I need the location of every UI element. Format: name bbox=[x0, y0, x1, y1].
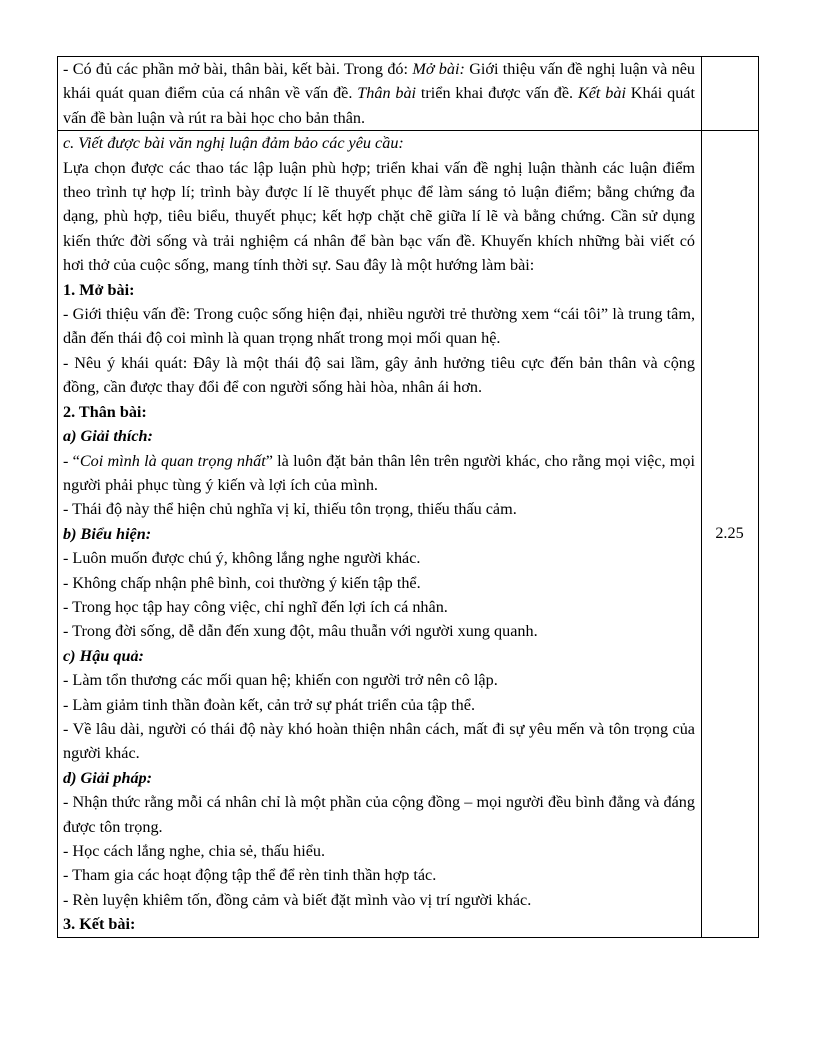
list-item: - Làm tổn thương các mối quan hệ; khiến con người trở nên cô lập. bbox=[63, 671, 498, 690]
list-item: - Trong học tập hay công việc, chỉ nghĩ đến lợi ích cá nhân. bbox=[63, 597, 448, 616]
list-item: - Trong đời sống, dễ dẫn đến xung đột, mâu thuẫn với người xung quanh. bbox=[63, 622, 538, 641]
list-item: - Học cách lắng nghe, chia sẻ, thấu hiểu. bbox=[63, 842, 326, 860]
section-heading: c. Viết được bài văn nghị luận đảm bảo các yêu cầu: bbox=[63, 134, 404, 153]
subsection-title-c: c) Hậu quả: bbox=[63, 646, 144, 665]
list-item: - Giới thiệu vấn đề: Trong cuộc sống hiện đại, nhiều người trẻ thường xem “cái tôi” là trung tâm, dẫn đến thái độ coi mình là quan trọng nhất trong mọi mối quan hệ. bbox=[63, 305, 695, 348]
table-row bbox=[58, 57, 759, 131]
mo-bai-text: Giới thiệu vấn đề nghị luận và nêu khái quát quan điểm của cá nhân về vấn đề. bbox=[63, 60, 696, 103]
list-item: - “Coi mình là quan trọng nhất” là luôn đặt bản thân lên trên người khác, cho rằng mọi việc, mọi người phải phục tùng ý kiến và lợi ích của mình. bbox=[63, 451, 695, 494]
structure-requirement bbox=[63, 57, 695, 130]
list-item: - Về lâu dài, người có thái độ này khó hoàn thiện nhân cách, mất đi sự yêu mến và tôn trọng của người khác. bbox=[63, 719, 695, 763]
criteria-cell bbox=[58, 131, 702, 937]
ket-bai-text: Khái quát vấn đề bàn luận và rút ra bài học cho bản thân. bbox=[63, 84, 695, 127]
criteria-cell bbox=[58, 57, 702, 131]
list-item: - Tham gia các hoạt động tập thể để rèn tinh thần hợp tác. bbox=[63, 866, 437, 885]
list-item: - Làm giảm tinh thần đoàn kết, cản trở sự phát triển của tập thể. bbox=[63, 695, 475, 714]
ket-bai-label: Kết bài bbox=[577, 84, 626, 103]
mo-bai-label: Mở bài: bbox=[412, 60, 465, 78]
table-row bbox=[58, 131, 759, 937]
list-item: - Thái độ này thể hiện chủ nghĩa vị kỉ, thiếu tôn trọng, thiếu thấu cảm. bbox=[63, 500, 517, 519]
structure-lead: - Có đủ các phần mở bài, thân bài, kết bài. Trong đó: bbox=[63, 60, 413, 78]
list-item: - Rèn luyện khiêm tốn, đồng cảm và biết đặt mình vào vị trí người khác. bbox=[63, 890, 532, 909]
list-item: - Nhận thức rằng mỗi cá nhân chỉ là một phần của cộng đồng – mọi người đều bình đẳng và đáng được tôn trọng. bbox=[63, 793, 695, 836]
quoted-term: Coi mình là quan trọng nhất bbox=[79, 451, 266, 470]
score-cell-empty bbox=[702, 57, 759, 131]
than-bai-text: triển khai được vấn đề. bbox=[416, 84, 578, 103]
mo-bai-title: 1. Mở bài: bbox=[63, 280, 135, 299]
list-item: - Luôn muốn được chú ý, không lắng nghe người khác. bbox=[63, 549, 421, 568]
list-item: - Nêu ý khái quát: Đây là một thái độ sai lầm, gây ảnh hưởng tiêu cực đến bản thân và cộng đồng, cần được thay đổi để con người sống hài hòa, nhân ái hơn. bbox=[63, 353, 695, 397]
subsection-title-a: a) Giải thích: bbox=[63, 427, 153, 446]
grading-table bbox=[57, 56, 759, 938]
subsection-title-d: d) Giải pháp: bbox=[63, 768, 153, 787]
score-value: 2.25 bbox=[702, 131, 759, 937]
list-item: - Không chấp nhận phê bình, coi thường ý kiến tập thể. bbox=[63, 573, 421, 592]
than-bai-label: Thân bài bbox=[357, 84, 417, 103]
than-bai-title: 2. Thân bài: bbox=[63, 402, 147, 421]
ket-bai-title: 3. Kết bài: bbox=[63, 915, 136, 934]
intro-paragraph: Lựa chọn được các thao tác lập luận phù hợp; triển khai vấn đề nghị luận thành các luận điểm theo trình tự hợp lí; trình bày được lí lẽ thuyết phục để làm sáng tỏ luận điểm; bằng chứng đa dạng, phù hợp, tiêu biểu, thuyết phục; kết hợp chặt chẽ giữa lí lẽ và bằng chứng. Cần sử dụng kiến thức đời sống và trải nghiệm cá nhân để bàn bạc vấn đề. Khuyến khích những bài viết có hơi thở của cuộc sống, mang tính thời sự. Sau đây là một hướng làm bài: bbox=[63, 158, 695, 275]
subsection-title-b: b) Biểu hiện: bbox=[63, 524, 152, 543]
